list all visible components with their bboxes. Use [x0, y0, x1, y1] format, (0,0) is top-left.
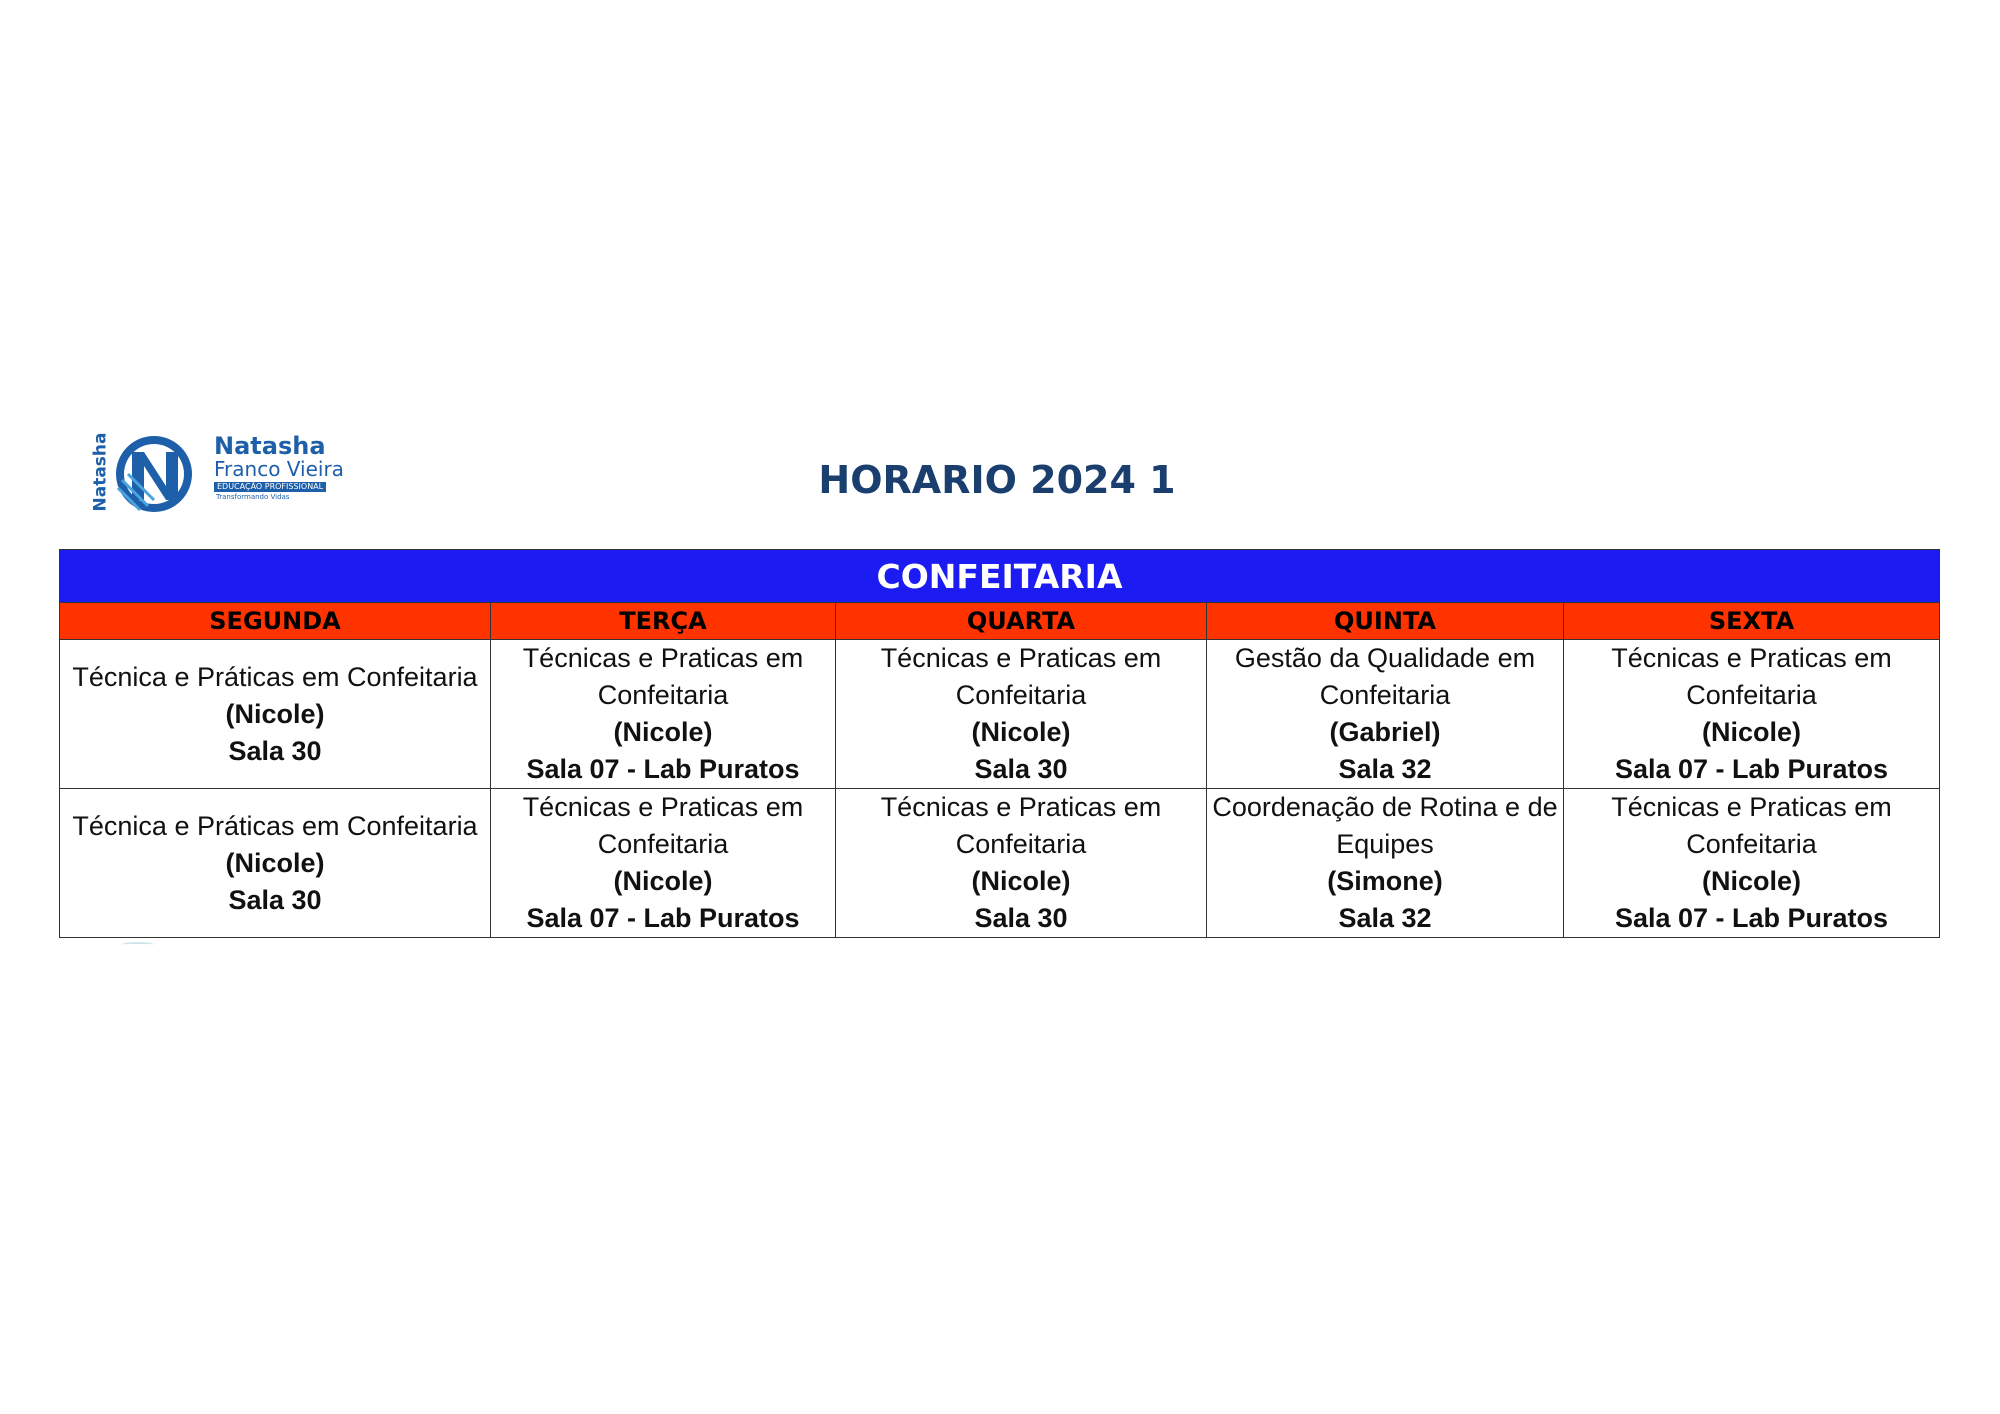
- day-header-quarta: QUARTA: [836, 603, 1207, 640]
- cell-subject: Técnicas e Praticas em Confeitaria: [1611, 643, 1892, 710]
- logo-name: Natasha: [214, 432, 326, 460]
- schedule-cell: [836, 640, 1207, 789]
- cell-room: Sala 07 - Lab Puratos: [526, 903, 800, 933]
- cell-subject: Técnicas e Praticas em Confeitaria: [522, 792, 804, 859]
- cell-subject: Técnica e Práticas em Confeitaria: [72, 661, 478, 692]
- cell-room: Sala 32: [1338, 754, 1432, 784]
- cell-room: Sala 30: [228, 884, 322, 915]
- cell-subject: Técnicas e Praticas em Confeitaria: [1611, 792, 1892, 859]
- cell-room: Sala 30: [228, 735, 322, 766]
- cell-teacher: (Nicole): [1702, 717, 1802, 747]
- logo-vertical-text: Natasha: [90, 432, 111, 512]
- day-header-segunda: SEGUNDA: [60, 603, 491, 640]
- cell-teacher: (Nicole): [225, 847, 325, 878]
- cell-subject: Técnicas e Praticas em Confeitaria: [522, 643, 804, 710]
- cell-room: Sala 07 - Lab Puratos: [1614, 754, 1889, 784]
- schedule-table: [59, 549, 1940, 938]
- cell-teacher: (Nicole): [971, 866, 1071, 896]
- cell-teacher: (Simone): [1327, 866, 1443, 896]
- decorative-mark: [122, 942, 154, 947]
- day-header-quinta: QUINTA: [1207, 603, 1564, 640]
- table-row: [60, 640, 1940, 789]
- cell-subject: Técnicas e Praticas em Confeitaria: [880, 792, 1162, 859]
- table-row: [60, 789, 1940, 938]
- cell-teacher: (Nicole): [971, 717, 1071, 747]
- schedule-cell: [1207, 640, 1564, 789]
- day-header-sexta: SEXTA: [1564, 603, 1940, 640]
- schedule-cell: [1564, 640, 1940, 789]
- schedule-cell: [60, 789, 491, 938]
- cell-room: Sala 30: [974, 754, 1068, 784]
- schedule-cell: [1564, 789, 1940, 938]
- cell-teacher: (Nicole): [225, 698, 325, 729]
- day-header-terca: TERÇA: [491, 603, 836, 640]
- cell-teacher: (Nicole): [613, 717, 713, 747]
- schedule-cell: [491, 640, 836, 789]
- cell-teacher: (Nicole): [1702, 866, 1802, 896]
- cell-room: Sala 07 - Lab Puratos: [1614, 903, 1889, 933]
- cell-room: Sala 32: [1338, 903, 1432, 933]
- cell-teacher: (Gabriel): [1329, 717, 1441, 747]
- cell-subject: Gestão da Qualidade em Confeitaria: [1234, 643, 1536, 710]
- logo-subtitle: Franco Vieira: [214, 457, 344, 481]
- cell-subject: Coordenação de Rotina e de Equipes: [1212, 792, 1558, 859]
- schedule-cell: [60, 640, 491, 789]
- logo-tagline: Transformando Vidas: [216, 493, 290, 501]
- schedule-cell: [491, 789, 836, 938]
- cell-room: Sala 30: [974, 903, 1068, 933]
- cell-room: Sala 07 - Lab Puratos: [526, 754, 800, 784]
- schedule-cell: [836, 789, 1207, 938]
- course-header: CONFEITARIA: [60, 550, 1940, 603]
- cell-subject: Técnicas e Praticas em Confeitaria: [880, 643, 1162, 710]
- page-title: HORARIO 2024 1: [818, 458, 1176, 502]
- cell-subject: Técnica e Práticas em Confeitaria: [72, 810, 478, 841]
- logo-band: EDUCAÇÃO PROFISSIONAL: [214, 482, 326, 492]
- schedule-cell: [1207, 789, 1564, 938]
- cell-teacher: (Nicole): [613, 866, 713, 896]
